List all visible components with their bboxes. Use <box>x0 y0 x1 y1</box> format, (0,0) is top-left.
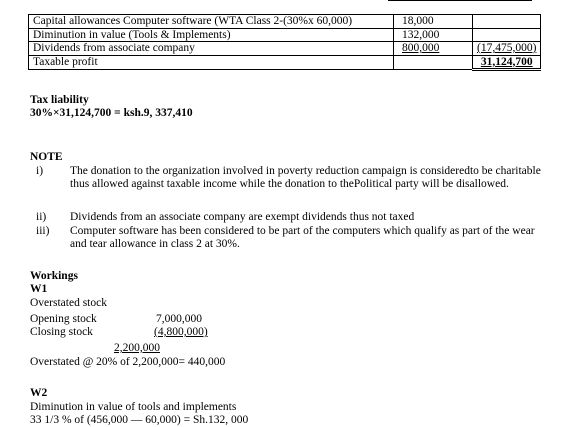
note-number: iii) <box>36 225 50 237</box>
note-number: i) <box>36 165 44 177</box>
stock-difference: 2,200,000 <box>114 342 160 354</box>
note-number: ii) <box>36 211 47 223</box>
w2-calc: 33 1/3 % of (456,000 — 60,000) = Sh.132, 000 <box>30 414 249 426</box>
row-total <box>473 15 541 29</box>
table-row <box>29 15 541 29</box>
row-label: Diminution in value (Tools & Implements) <box>29 28 394 42</box>
w2-heading: W2 <box>30 387 48 399</box>
tax-liability-calc: 30%×31,124,700 = ksh.9, 337,410 <box>30 107 193 119</box>
row-total <box>473 28 541 42</box>
note-text: Computer software has been considered to be part of the computers which qualify as part of the wear and tear allowance in class 2 at 30%. <box>70 225 535 250</box>
tax-computation-table <box>28 14 541 71</box>
row-label: Capital allowances Computer software (WTA Class 2-(30%x 60,000) <box>29 15 394 29</box>
w1-result: Overstated @ 20% of 2,200,000= 440,000 <box>30 356 226 368</box>
row-label: Taxable profit <box>29 55 394 70</box>
closing-stock-label: Closing stock <box>30 326 93 338</box>
row-amount <box>394 55 473 70</box>
table-row <box>29 42 541 56</box>
workings-heading: Workings <box>30 270 78 282</box>
tax-liability-heading: Tax liability <box>30 94 89 106</box>
note-text: Dividends from an associate company are exempt dividends thus not taxed <box>70 211 415 223</box>
row-amount: 132,000 <box>394 28 473 42</box>
w1-heading: W1 <box>30 283 48 295</box>
table-top-rule <box>388 0 532 1</box>
closing-stock-value: (4,800,000) <box>154 326 208 338</box>
taxable-profit-total: 31,124,700 <box>473 55 541 70</box>
row-amount: 800,000 <box>394 42 473 56</box>
row-label: Dividends from associate company <box>29 42 394 56</box>
table-row <box>29 55 541 70</box>
row-amount: 18,000 <box>394 15 473 29</box>
note-text: The donation to the organization involved in poverty reduction campaign is consideredto be charitable thus allowed against taxable income while the donation to thePolitical party will be disallowed. <box>70 165 541 190</box>
w1-title: Overstated stock <box>30 297 107 309</box>
table-row <box>29 28 541 42</box>
opening-stock-value: 7,000,000 <box>156 313 202 325</box>
w2-title: Diminution in value of tools and implements <box>30 401 237 413</box>
opening-stock-label: Opening stock <box>30 313 97 325</box>
row-total: (17,475,000) <box>473 42 541 56</box>
note-heading: NOTE <box>30 151 63 163</box>
